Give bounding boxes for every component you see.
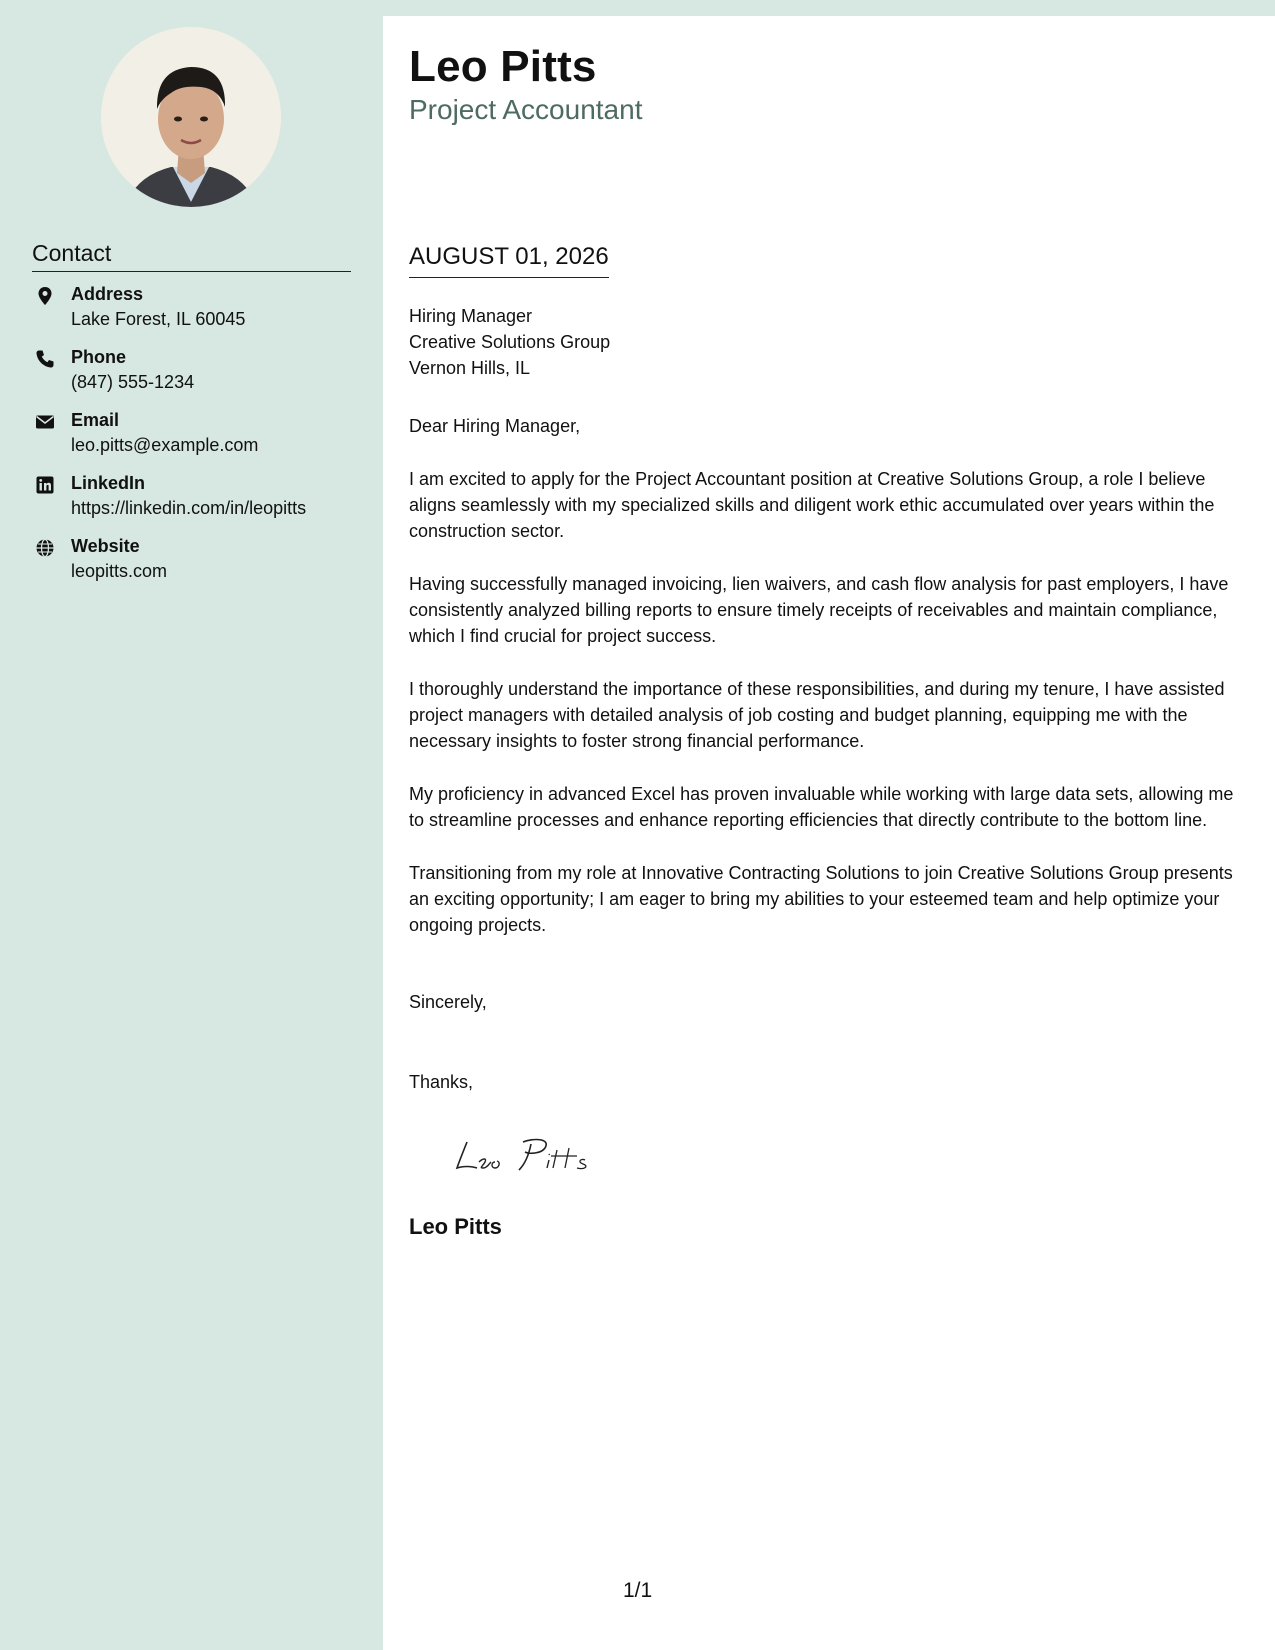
page-number: 1/1 <box>623 1579 653 1602</box>
contact-item-email <box>32 410 372 473</box>
closing: Sincerely, <box>409 992 487 1012</box>
contact-label: Email <box>71 410 120 430</box>
contact-heading: Contact <box>32 240 351 272</box>
signed-name: Leo Pitts <box>409 1214 502 1239</box>
recipient-line: Creative Solutions Group <box>409 332 611 352</box>
thanks: Thanks, <box>409 1072 474 1092</box>
contact-item-phone <box>32 347 372 410</box>
contact-label: Address <box>71 284 144 304</box>
letter-page <box>383 16 1275 1650</box>
applicant-name: Leo Pitts <box>409 42 597 91</box>
linkedin-value[interactable]: https://linkedin.com/in/leopitts <box>71 498 307 518</box>
contact-label: Website <box>71 536 140 556</box>
linkedin-icon <box>35 475 55 495</box>
recipient-line: Vernon Hills, IL <box>409 358 531 378</box>
contact-item-linkedin <box>32 473 372 536</box>
profile-photo <box>101 27 281 207</box>
contact-item-website <box>32 536 372 599</box>
contact-item-address <box>32 284 372 347</box>
email-value[interactable]: leo.pitts@example.com <box>71 435 259 455</box>
website-value[interactable]: leopitts.com <box>71 561 168 581</box>
contact-list <box>32 284 372 599</box>
globe-icon <box>35 538 55 558</box>
body-paragraph: I thoroughly understand the importance of these responsibilities, and during my tenure, I have assisted project managers with detailed analysis of job costing and budget planning, equipping me with the necessary insights to foster strong financial performance. <box>409 679 1225 751</box>
applicant-title: Project Accountant <box>409 94 643 125</box>
envelope-icon <box>35 412 55 432</box>
address-value: Lake Forest, IL 60045 <box>71 309 246 329</box>
recipient-line: Hiring Manager <box>409 306 533 326</box>
contact-label: LinkedIn <box>71 473 146 493</box>
location-pin-icon <box>35 286 55 306</box>
sidebar <box>0 0 383 1650</box>
phone-value[interactable]: (847) 555-1234 <box>71 372 195 392</box>
salutation: Dear Hiring Manager, <box>409 416 581 436</box>
body-paragraph: Transitioning from my role at Innovative Contracting Solutions to join Creative Solutions Group presents an exciting opportunity; I am eager to bring my abilities to your esteemed team and help optimize your ongoing projects. <box>409 863 1233 935</box>
body-paragraph: I am excited to apply for the Project Accountant position at Creative Solutions Group, a role I believe aligns seamlessly with my specialized skills and diligent work ethic accumulated over years within the construction sector. <box>409 469 1215 541</box>
body-paragraph: Having successfully managed invoicing, lien waivers, and cash flow analysis for past employers, I have consistently analyzed billing reports to ensure timely receipts of receivables and maintain compliance, which I find crucial for project success. <box>409 574 1229 646</box>
letter-body <box>409 413 1249 965</box>
contact-label: Phone <box>71 347 127 367</box>
letter-date: AUGUST 01, 2026 <box>409 243 609 278</box>
signature-image <box>453 1128 613 1183</box>
phone-icon <box>35 349 55 369</box>
recipient-block <box>409 303 610 381</box>
body-paragraph: My proficiency in advanced Excel has proven invaluable while working with large data sets, allowing me to streamline processes and enhance reporting efficiencies that directly contribute to the bottom line. <box>409 784 1234 830</box>
